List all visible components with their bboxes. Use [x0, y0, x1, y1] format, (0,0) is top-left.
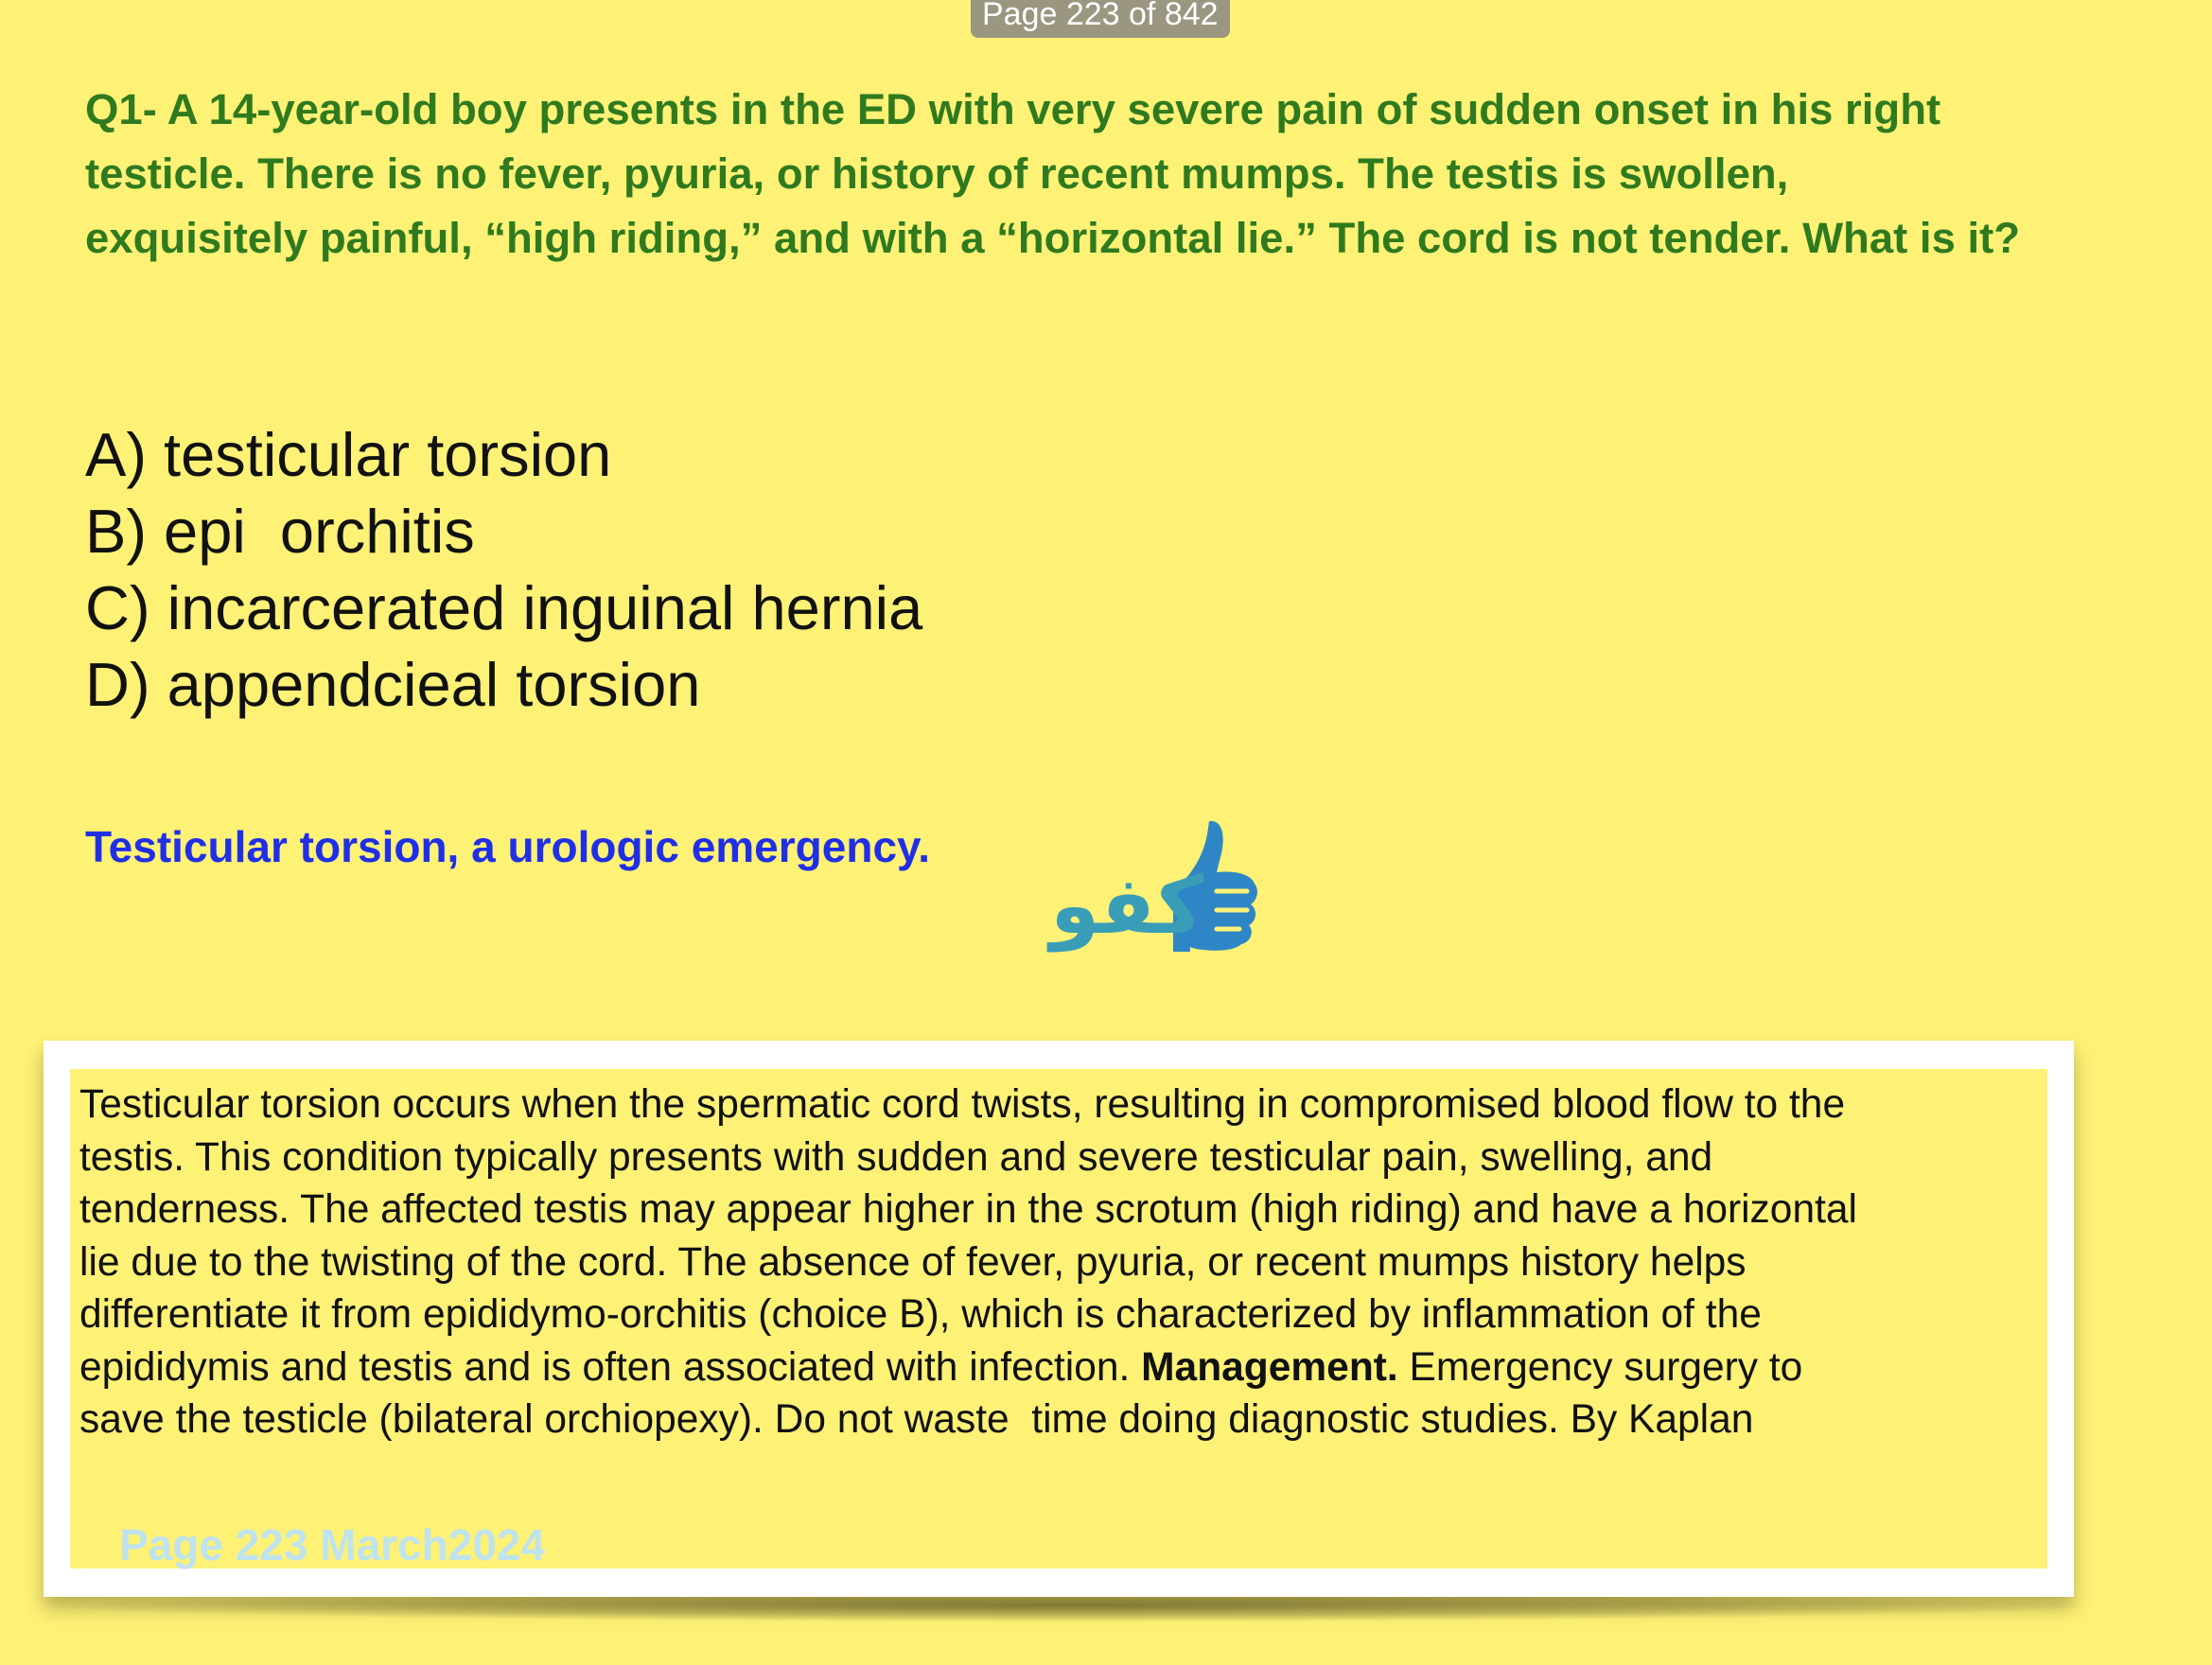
page-indicator: Page 223 of 842 — [971, 0, 1230, 38]
explanation-line: testis. This condition typically presents with sudden and severe testicular pain, swelling, and — [79, 1134, 1713, 1180]
option-b: B) epi orchitis — [85, 497, 475, 566]
explanation-text — [79, 1078, 2047, 1446]
option-a: A) testicular torsion — [85, 420, 612, 489]
explanation-line: differentiate it from epididymo-orchitis (choice B), which is characterized by inflammation of the — [79, 1292, 1762, 1337]
question-line: Q1- A 14-year-old boy presents in the ED with very severe pain of sudden onset in his right — [85, 85, 1941, 133]
explanation-line — [79, 1341, 2047, 1394]
option-c: C) incarcerated inguinal hernia — [85, 573, 923, 642]
option-d: D) appendcieal torsion — [85, 650, 701, 719]
explanation-line: Testicular torsion occurs when the spermatic cord twists, resulting in compromised blood flow to the — [79, 1082, 1846, 1127]
explanation-line: lie due to the twisting of the cord. The absence of fever, pyuria, or recent mumps history helps — [79, 1239, 1747, 1285]
thumbs-up-logo-icon — [1041, 815, 1287, 957]
explanation-text-segment: Emergency surgery to — [1397, 1344, 1803, 1390]
explanation-line: save the testicle (bilateral orchiopexy). Do not waste time doing diagnostic studies. By Kaplan — [79, 1397, 1754, 1442]
question-text — [85, 78, 2195, 271]
question-line: testicle. There is no fever, pyuria, or history of recent mumps. The testis is swollen, — [85, 149, 1789, 198]
question-line: exquisitely painful, “high riding,” and with a “horizontal lie.” The cord is not tender. What is it? — [85, 214, 2021, 262]
correct-answer: Testicular torsion, a urologic emergency. — [85, 822, 930, 871]
explanation-card — [44, 1041, 2074, 1597]
explanation-text-segment: epididymis and testis and is often associated with infection. — [79, 1344, 1142, 1390]
answer-options — [85, 416, 922, 723]
explanation-line: tenderness. The affected testis may appear higher in the scrotum (high riding) and have a horizontal — [79, 1187, 1857, 1232]
watermark: Page 223 March2024 — [119, 1520, 546, 1569]
management-heading: Management. — [1141, 1344, 1398, 1390]
logo-text: كفو — [1050, 859, 1203, 952]
explanation-panel — [70, 1069, 2047, 1569]
